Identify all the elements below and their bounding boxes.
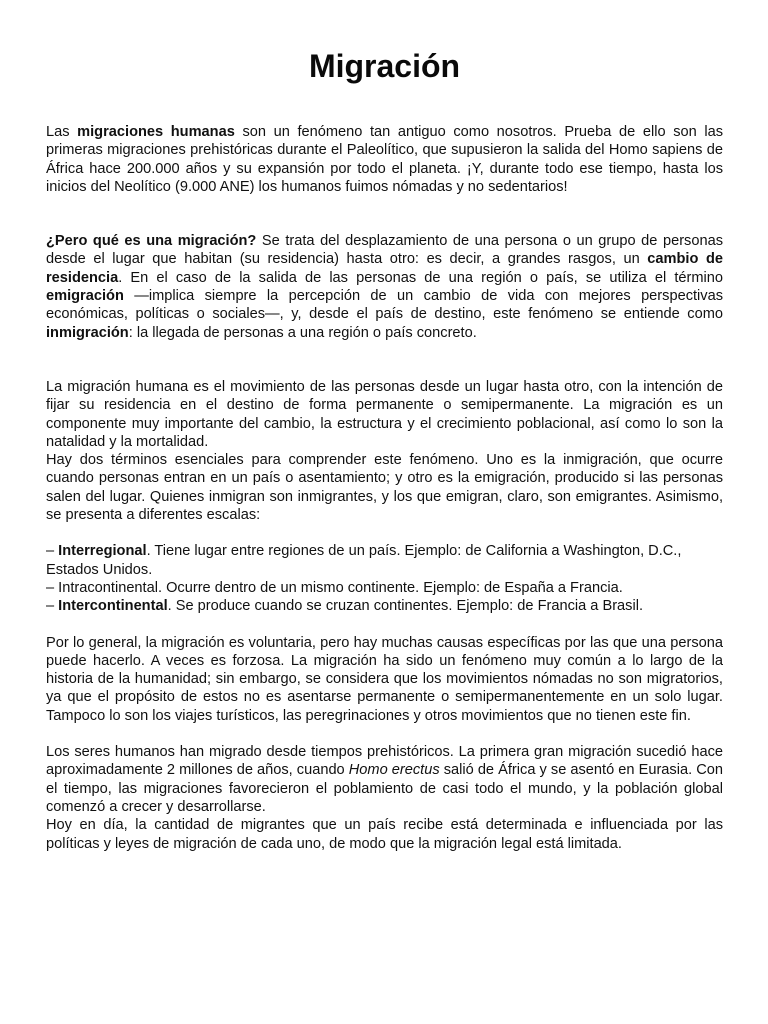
definition-question: ¿Pero qué es una migración? — [46, 233, 257, 250]
list-item-text: . Se produce cuando se cruzan continentes. Ejemplo: de Francia a Brasil. — [167, 598, 644, 615]
list-item-text: . Tiene lugar entre regiones de un país. Ejemplo: de California a Washington, D.C., Estados Unidos. — [46, 543, 682, 578]
intro-bold-term: migraciones humanas — [77, 124, 235, 140]
document-page — [46, 46, 723, 853]
intro-paragraph — [46, 123, 723, 196]
term-homo-erectus: Homo erectus — [348, 762, 440, 779]
page-title: Migración — [308, 48, 461, 84]
definition-text-g: : la llegada de personas a una región o país concreto. — [128, 324, 477, 341]
scale-list — [46, 542, 723, 615]
definition-text-a: Se trata del desplazamiento de una persona o un grupo de personas desde el lugar que habitan (su residencia) hasta otro: es decir, a grandes rasgos, un — [46, 233, 724, 268]
definition-text-c: . En el caso de la salida de las personas de una región o país, se utiliza el término — [118, 269, 723, 286]
definition-text-e: —implica siempre la percepción de un cambio de vida con mejores perspectivas económicas, políticas o sociales—, y, desde el país de destino, este fenómeno se entiende como — [46, 288, 723, 323]
definition-paragraph — [46, 232, 723, 342]
intro-text-c: son un fenómeno tan antiguo como nosotros. Prueba de ello son las primeras migraciones prehistóricas durante el Paleolítico, que supusieron la salida del Homo sapiens de África hace 200.000 años y su expansión por todo el planeta. ¡Y, durante todo ese tiempo, hasta los inicios del Neolítico (9.000 ANE) los humanos fuimos nómadas y no sedentarios! — [46, 124, 723, 195]
list-item — [46, 597, 723, 615]
list-term-interregional: Interregional — [58, 543, 147, 560]
paragraph-6-text-a: Los seres humanos han migrado desde tiempos prehistóricos. La primera gran migración sucedió hace aproximadamente 2 millones de años, cuando — [46, 744, 723, 779]
paragraph-6-text-c: salió de África y se asentó en Eurasia. Con el tiempo, las migraciones favorecieron el poblamiento de casi todo el mundo, y la población global comenzó a crecer y desarrollarse. — [46, 762, 723, 815]
paragraph-3: La migración humana es el movimiento de las personas desde un lugar hasta otro, con la intención de fijar su residencia en el destino de forma permanente o semipermanente. La migración es un componente muy importante del cambio, la estructura y el crecimiento poblacional, así como lo son la natalidad y la mortalidad. — [46, 378, 723, 450]
paragraph-5: Por lo general, la migración es voluntaria, pero hay muchas causas específicas por las que una persona puede hacerlo. A veces es forzosa. La migración ha sido un fenómeno muy común a lo largo de la historia de la humanidad; sin embargo, se considera que los movimientos nómadas no son migratorios, ya que el propósito de estos no es asentarse permanente o semipermanentemente en un solo lugar. Tampoco lo son los viajes turísticos, las peregrinaciones y otros movimientos que no tienen este fin. — [46, 634, 723, 724]
list-term-intercontinental: Intercontinental — [58, 598, 168, 615]
paragraph-6 — [46, 743, 723, 816]
paragraph-7: Hoy en día, la cantidad de migrantes que un país recibe está determinada e influenciada por las políticas y leyes de migración de cada uno, de modo que la migración legal está limitada. — [46, 817, 723, 852]
list-dash: – — [46, 543, 59, 560]
intro-text-a: Las — [46, 124, 78, 140]
list-item: – Intracontinental. Ocurre dentro de un mismo continente. Ejemplo: de España a Francia. — [46, 579, 623, 596]
paragraph-4: Hay dos términos esenciales para comprender este fenómeno. Uno es la inmigración, que ocurre cuando personas entran en un país o asentamiento; y otro es la emigración, producido si las personas salen del lugar. Quienes inmigran son inmigrantes, y los que emigran, claro, son emigrantes. Asimismo, se presenta a diferentes escalas: — [46, 452, 723, 524]
term-inmigracion: inmigración — [46, 324, 129, 341]
list-item — [46, 542, 723, 579]
list-dash: – — [46, 598, 59, 615]
term-cambio-de-residencia: cambio de residencia — [46, 251, 723, 286]
term-emigracion: emigración — [46, 288, 124, 305]
